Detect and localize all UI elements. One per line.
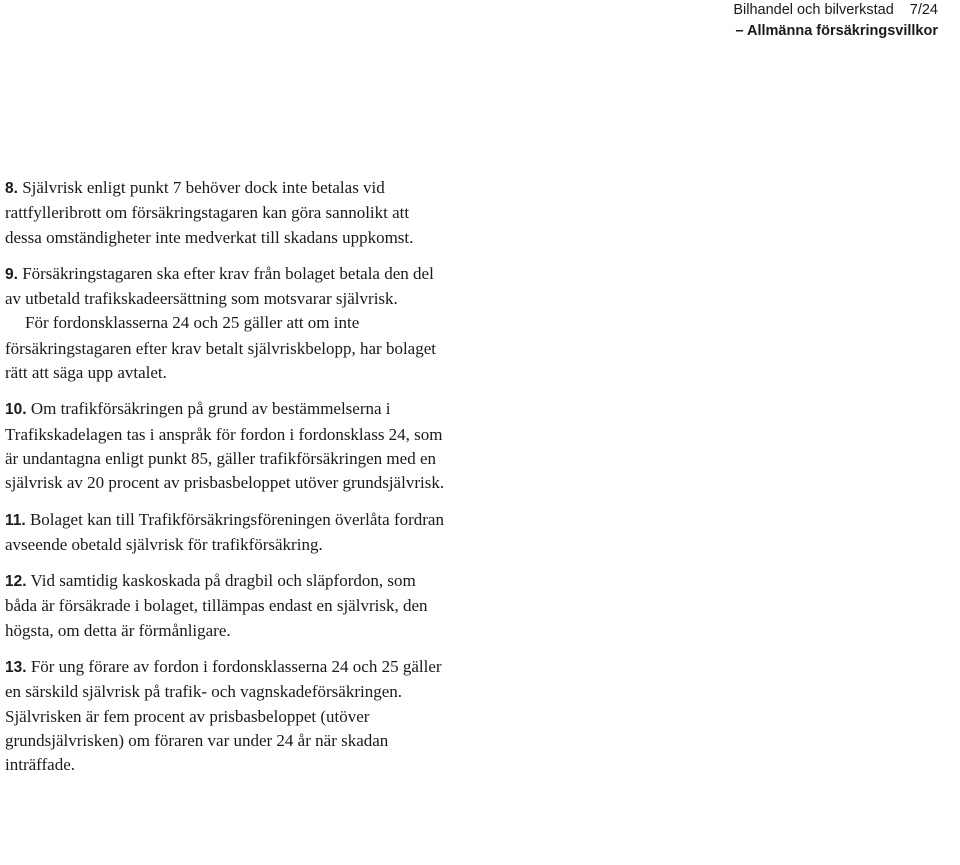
paragraph-number: 11. bbox=[5, 511, 26, 529]
page-header bbox=[733, 0, 938, 42]
page-number: 7/24 bbox=[909, 2, 938, 18]
paragraph-text: För fordonsklasserna 24 och 25 gäller att om inte försäkringstagaren efter krav betalt självriskbelopp, har bolaget rätt att säga upp avtalet. bbox=[5, 313, 436, 383]
paragraph-text: Om trafikförsäkringen på grund av bestämmelserna i Trafikskadelagen tas i anspråk för fordon i fordonsklass 24, som är undantagna enligt punkt 85, gäller trafikförsäkringen med en självrisk av 20 procent av prisbasbeloppet utöver grundsjälvrisk. bbox=[5, 399, 445, 493]
paragraph-8 bbox=[5, 176, 450, 250]
header-subtitle: – Allmänna försäkringsvillkor bbox=[735, 23, 938, 39]
paragraph-text: Försäkringstagaren ska efter krav från bolaget betala den del av utbetald trafikskadeersättning som motsvarar självrisk. bbox=[5, 263, 434, 309]
paragraph-13 bbox=[5, 655, 450, 777]
paragraph-9-continued bbox=[5, 311, 450, 385]
paragraph-text: Bolaget kan till Trafikförsäkringsföreningen överlåta fordran avseende obetald självrisk för trafikförsäkring. bbox=[5, 509, 444, 554]
paragraph-text: För ung förare av fordon i fordonsklasserna 24 och 25 gäller en särskild självrisk på trafik- och vagnskadeförsäkringen. Självrisken är fem procent av prisbasbeloppet (utöver grundsjälvrisken) om föraren var under 24 år när skadan inträffade. bbox=[5, 657, 442, 775]
paragraph-number: 10. bbox=[5, 401, 27, 419]
paragraph-number: 13. bbox=[5, 659, 27, 677]
document-body bbox=[5, 176, 450, 790]
paragraph-number: 8. bbox=[5, 180, 18, 197]
paragraph-11 bbox=[5, 508, 450, 558]
header-row bbox=[733, 0, 938, 21]
paragraph-number: 12. bbox=[5, 573, 27, 591]
paragraph-text: Vid samtidig kaskoskada på dragbil och släpfordon, som båda är försäkrade i bolaget, tillämpas endast en självrisk, den högsta, om detta är förmånligare. bbox=[5, 571, 428, 640]
paragraph-9 bbox=[5, 262, 450, 312]
paragraph-number: 9. bbox=[5, 265, 18, 283]
paragraph-12 bbox=[5, 569, 450, 643]
paragraph-text: Självrisk enligt punkt 7 behöver dock inte betalas vid rattfylleribrott om försäkringstagaren kan göra sannolikt att dessa omständigheter inte medverkat till skadans uppkomst. bbox=[5, 178, 414, 247]
header-department: Bilhandel och bilverkstad bbox=[733, 2, 894, 18]
paragraph-10 bbox=[5, 397, 450, 495]
